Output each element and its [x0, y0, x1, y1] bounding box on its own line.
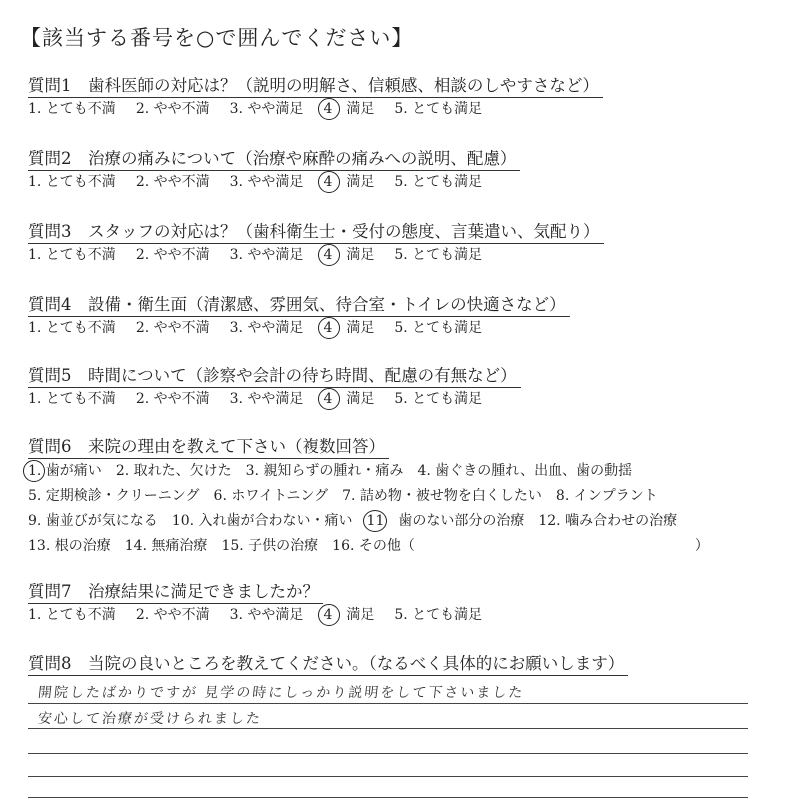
- q6-option-13[interactable]: 13. 根の治療: [28, 538, 111, 554]
- question-3-options: [28, 244, 482, 264]
- question-6-title: 質問6 来院の理由を教えて下さい（複数回答）: [28, 433, 389, 459]
- q3-option-4-selected[interactable]: 4 満足: [323, 247, 375, 263]
- q5-option-2[interactable]: 2. やや不満: [135, 391, 210, 407]
- question-8-title: 質問8 当院の良いところを教えてください。（なるべく具体的にお願いします）: [28, 650, 628, 676]
- q4-option-3[interactable]: 3. やや満足: [229, 320, 304, 336]
- q2-option-4-selected[interactable]: 4 満足: [323, 174, 375, 190]
- q3-option-5[interactable]: 5. とても満足: [394, 247, 483, 263]
- q6-option-12[interactable]: 12. 噛み合わせの治療: [538, 513, 678, 529]
- q4-option-5[interactable]: 5. とても満足: [394, 320, 483, 336]
- q1-option-3[interactable]: 3. やや満足: [229, 101, 304, 117]
- answer-rule-3: [28, 753, 748, 754]
- q1-option-5[interactable]: 5. とても満足: [394, 101, 483, 117]
- q4-option-2[interactable]: 2. やや不満: [135, 320, 210, 336]
- question-3-title: 質問3 スタッフの対応は？（歯科衛生士・受付の態度、言葉遣い、気配り）: [28, 218, 604, 244]
- q5-option-1[interactable]: 1. とても不満: [28, 391, 116, 407]
- answer-rule-5: [28, 797, 748, 798]
- q6-option-16[interactable]: 16. その他（ ）: [332, 538, 709, 554]
- question-2-options: [28, 171, 482, 191]
- q6-options-row-2: [28, 485, 672, 505]
- q6-option-7[interactable]: 7. 詰め物・被せ物を白くしたい: [342, 488, 542, 504]
- q2-option-2[interactable]: 2. やや不満: [135, 174, 210, 190]
- question-4-options: [28, 317, 482, 337]
- q3-option-1[interactable]: 1. とても不満: [28, 247, 116, 263]
- answer-rule-4: [28, 776, 748, 777]
- form-header: 【該当する番号を○で囲んでください】: [20, 26, 414, 50]
- q7-option-3[interactable]: 3. やや満足: [229, 607, 304, 623]
- q6-option-6[interactable]: 6. ホワイトニング: [213, 488, 329, 504]
- q5-option-4-selected[interactable]: 4 満足: [323, 391, 375, 407]
- q7-option-5[interactable]: 5. とても満足: [394, 607, 483, 623]
- q6-option-14[interactable]: 14. 無痛治療: [124, 538, 208, 554]
- q6-option-2[interactable]: 2. 取れた、欠けた: [115, 463, 232, 479]
- handwritten-answer-line-2: 安心して治療が受けられました: [37, 711, 263, 727]
- q2-option-1[interactable]: 1. とても不満: [28, 174, 116, 190]
- q6-option-10[interactable]: 10. 入れ歯が合わない・痛い: [171, 513, 353, 529]
- question-5-title: 質問5 時間について（診察や会計の待ち時間、配慮の有無など）: [28, 362, 521, 388]
- q6-option-1-selected[interactable]: 1. 歯が痛い: [28, 463, 102, 479]
- q2-option-3[interactable]: 3. やや満足: [229, 174, 304, 190]
- q6-option-4[interactable]: 4. 歯ぐきの腫れ、出血、歯の動揺: [417, 463, 633, 479]
- q6-option-11-selected[interactable]: 11 歯のない部分の治療: [366, 513, 525, 529]
- q4-option-4-selected[interactable]: 4 満足: [323, 320, 375, 336]
- q6-option-3[interactable]: 3. 親知らずの腫れ・痛み: [245, 463, 404, 479]
- handwritten-answer-line-1: 開院したばかりですが 見学の時にしっかり説明をして下さいました: [37, 685, 526, 701]
- q7-option-4-selected[interactable]: 4 満足: [323, 607, 375, 623]
- question-2-title: 質問2 治療の痛みについて（治療や麻酔の痛みへの説明、配慮）: [28, 145, 520, 171]
- q5-option-5[interactable]: 5. とても満足: [394, 391, 483, 407]
- q5-option-3[interactable]: 3. やや満足: [229, 391, 304, 407]
- question-7-title: 質問7 治療結果に満足できましたか？: [28, 578, 323, 604]
- q7-option-2[interactable]: 2. やや不満: [135, 607, 210, 623]
- question-1-title: 質問1 歯科医師の対応は？（説明の明解さ、信頼感、相談のしやすさなど）: [28, 72, 603, 98]
- question-5-options: [28, 388, 482, 408]
- q1-option-1[interactable]: 1. とても不満: [28, 101, 116, 117]
- q3-option-3[interactable]: 3. やや満足: [229, 247, 304, 263]
- q2-option-5[interactable]: 5. とても満足: [394, 174, 483, 190]
- q4-option-1[interactable]: 1. とても不満: [28, 320, 116, 336]
- q6-options-row-4: [28, 535, 723, 555]
- q6-option-9[interactable]: 9. 歯並びが気になる: [28, 513, 158, 529]
- q1-option-4-selected[interactable]: 4 満足: [323, 101, 375, 117]
- question-1-options: [28, 98, 482, 118]
- question-7-options: [28, 604, 482, 624]
- q1-option-2[interactable]: 2. やや不満: [135, 101, 210, 117]
- q6-options-row-3: [28, 510, 691, 530]
- answer-rule-2: [28, 728, 748, 729]
- q3-option-2[interactable]: 2. やや不満: [135, 247, 210, 263]
- q6-option-8[interactable]: 8. インプラント: [555, 488, 658, 504]
- answer-rule-1: [28, 703, 748, 704]
- question-4-title: 質問4 設備・衛生面（清潔感、雰囲気、待合室・トイレの快適さなど）: [28, 291, 570, 317]
- q6-option-5[interactable]: 5. 定期検診・クリーニング: [28, 488, 200, 504]
- q7-option-1[interactable]: 1. とても不満: [28, 607, 116, 623]
- q6-option-15[interactable]: 15. 子供の治療: [221, 538, 319, 554]
- q6-options-row-1: [28, 460, 646, 480]
